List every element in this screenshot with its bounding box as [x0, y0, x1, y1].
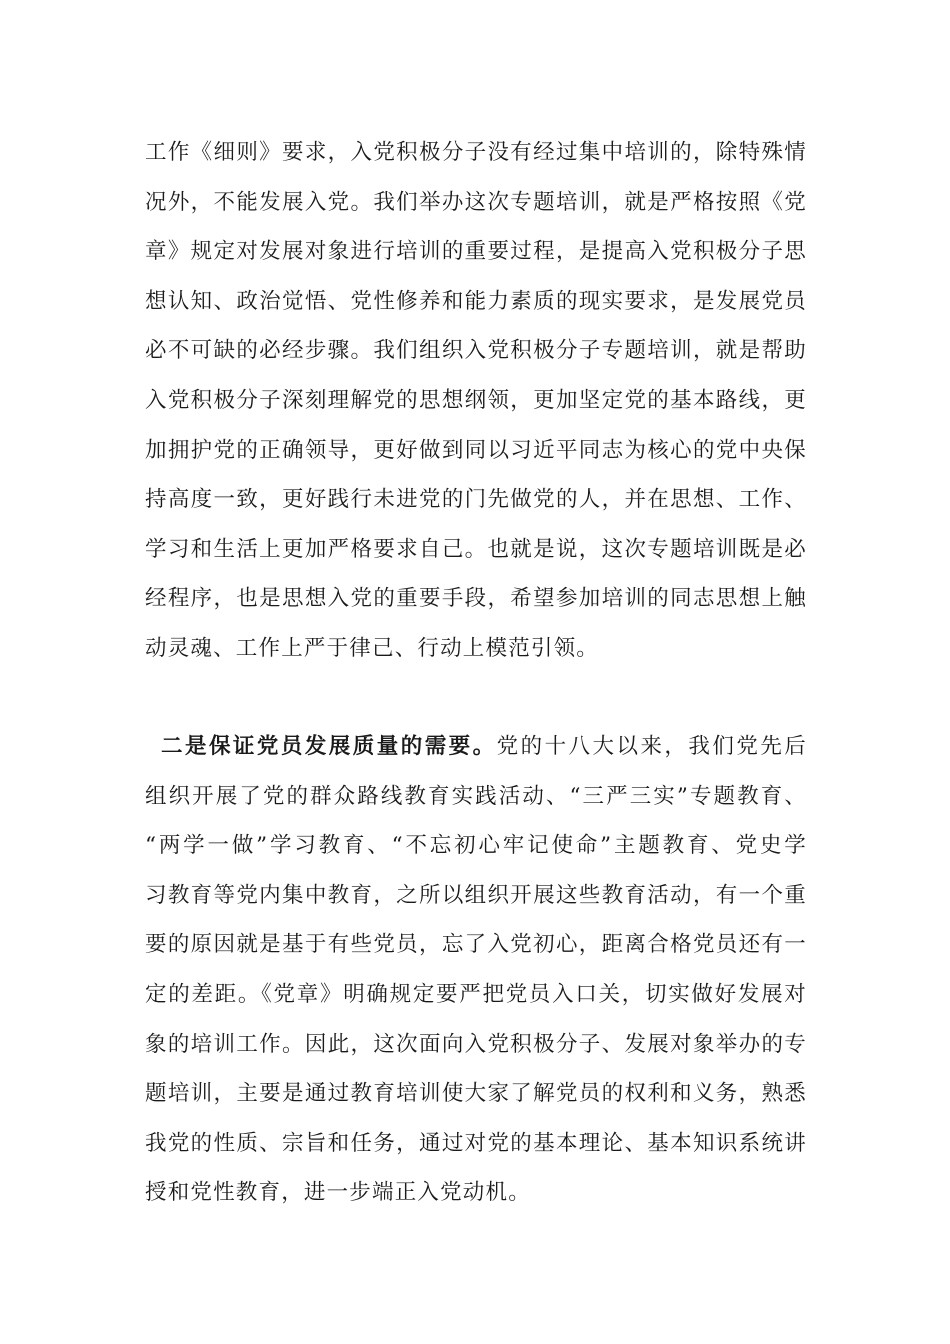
text-line: 入党积极分子深刻理解党的思想纲领，更加坚定党的基本路线，更	[145, 387, 807, 413]
text-line: 工作《细则》要求，入党积极分子没有经过集中培训的，除特殊情	[145, 140, 807, 165]
text-line-rest: 党的十八大以来，我们党先后	[496, 734, 807, 759]
text-line: 学习和生活上更加严格要求自己。也就是说，这次专题培训既是必	[145, 536, 807, 562]
text-line: 定的差距。《党章》明确规定要严把党员入口关，切实做好发展对	[145, 981, 807, 1007]
text-line: 我党的性质、宗旨和任务，通过对党的基本理论、基本知识系统讲	[145, 1130, 807, 1156]
paragraph-1	[145, 128, 807, 674]
text-line: 习教育等党内集中教育，之所以组织开展这些教育活动，有一个重	[145, 882, 807, 908]
text-line: “两学一做”学习教育、“不忘初心牢记使命”主题教育、党史学	[145, 833, 807, 859]
text-line: 必不可缺的必经步骤。我们组织入党积极分子专题培训，就是帮助	[145, 338, 807, 364]
text-line: 加拥护党的正确领导，更好做到同以习近平同志为核心的党中央保	[145, 437, 807, 463]
text-line: 动灵魂、工作上严于律己、行动上模范引领。	[145, 635, 600, 661]
text-line: 象的培训工作。因此，这次面向入党积极分子、发展对象举办的专	[145, 1031, 807, 1057]
text-line: 况外，不能发展入党。我们举办这次专题培训，就是严格按照《党	[145, 189, 807, 215]
text-line: 组织开展了党的群众路线教育实践活动、“三严三实”专题教育、	[145, 783, 807, 809]
paragraph-2	[145, 722, 807, 1218]
text-line: 章》规定对发展对象进行培训的重要过程，是提高入党积极分子思	[145, 239, 807, 265]
text-line: 授和党性教育，进一步端正入党动机。	[145, 1180, 531, 1206]
text-line: 经程序，也是思想入党的重要手段，希望参加培训的同志思想上触	[145, 586, 807, 612]
paragraph-lead-heading: 二是保证党员发展质量的需要。	[161, 734, 497, 759]
text-line-first	[145, 722, 807, 772]
text-line: 要的原因就是基于有些党员，忘了入党初心，距离合格党员还有一	[145, 932, 807, 958]
text-line: 持高度一致，更好践行未进党的门先做党的人，并在思想、工作、	[145, 487, 807, 513]
text-line: 题培训，主要是通过教育培训使大家了解党员的权利和义务，熟悉	[145, 1081, 807, 1107]
text-line: 想认知、政治觉悟、党性修养和能力素质的现实要求，是发展党员	[145, 288, 807, 314]
